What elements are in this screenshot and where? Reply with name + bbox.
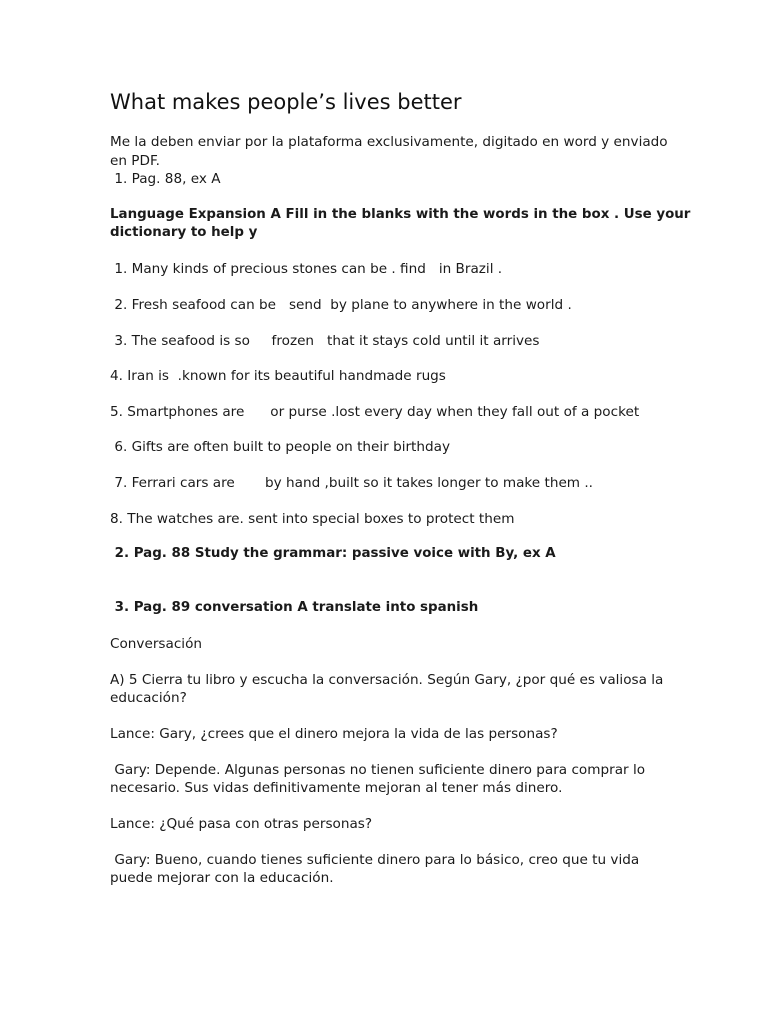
document-title: What makes people’s lives better bbox=[110, 90, 462, 114]
exercise-item-8: 8. The watches are. sent into special boxes to protect them bbox=[110, 511, 515, 527]
exercise-item-2: 2. Fresh seafood can be send by plane to anywhere in the world . bbox=[110, 297, 572, 313]
intro-line-1: Me la deben enviar por la plataforma exclusivamente, digitado en word y enviado bbox=[110, 134, 668, 150]
intro-line-2: en PDF. bbox=[110, 153, 160, 169]
conversation-gary-2-line-2: puede mejorar con la educación. bbox=[110, 870, 334, 886]
conversation-lance-1: Lance: Gary, ¿crees que el dinero mejora la vida de las personas? bbox=[110, 726, 558, 742]
exercise-item-3: 3. The seafood is so frozen that it stays cold until it arrives bbox=[110, 333, 540, 349]
conversation-gary-2-line-1: Gary: Bueno, cuando tienes suficiente dinero para lo básico, creo que tu vida bbox=[110, 852, 640, 868]
section-2-heading: 2. Pag. 88 Study the grammar: passive voice with By, ex A bbox=[110, 546, 556, 561]
conversation-lance-2: Lance: ¿Qué pasa con otras personas? bbox=[110, 816, 373, 832]
conversation-gary-1-line-2: necesario. Sus vidas definitivamente mejoran al tener más dinero. bbox=[110, 780, 563, 796]
conversation-a-line-2: educación? bbox=[110, 690, 187, 706]
exercise-item-5: 5. Smartphones are or purse .lost every day when they fall out of a pocket bbox=[110, 404, 640, 420]
exercise-item-1: 1. Many kinds of precious stones can be . find in Brazil . bbox=[110, 261, 503, 277]
intro-line-3: 1. Pag. 88, ex A bbox=[110, 171, 221, 187]
exercise-item-4: 4. Iran is .known for its beautiful handmade rugs bbox=[110, 368, 446, 384]
language-expansion-line-1: Language Expansion A Fill in the blanks with the words in the box . Use your bbox=[110, 207, 691, 222]
conversation-gary-1-line-1: Gary: Depende. Algunas personas no tienen suficiente dinero para comprar lo bbox=[110, 762, 646, 778]
section-3-heading: 3. Pag. 89 conversation A translate into spanish bbox=[110, 600, 479, 615]
exercise-item-6: 6. Gifts are often built to people on their birthday bbox=[110, 439, 451, 455]
conversation-heading: Conversación bbox=[110, 636, 203, 652]
exercise-item-7: 7. Ferrari cars are by hand ,built so it takes longer to make them .. bbox=[110, 475, 594, 491]
language-expansion-line-2: dictionary to help y bbox=[110, 225, 258, 240]
conversation-a-line-1: A) 5 Cierra tu libro y escucha la conversación. Según Gary, ¿por qué es valiosa la bbox=[110, 672, 664, 688]
